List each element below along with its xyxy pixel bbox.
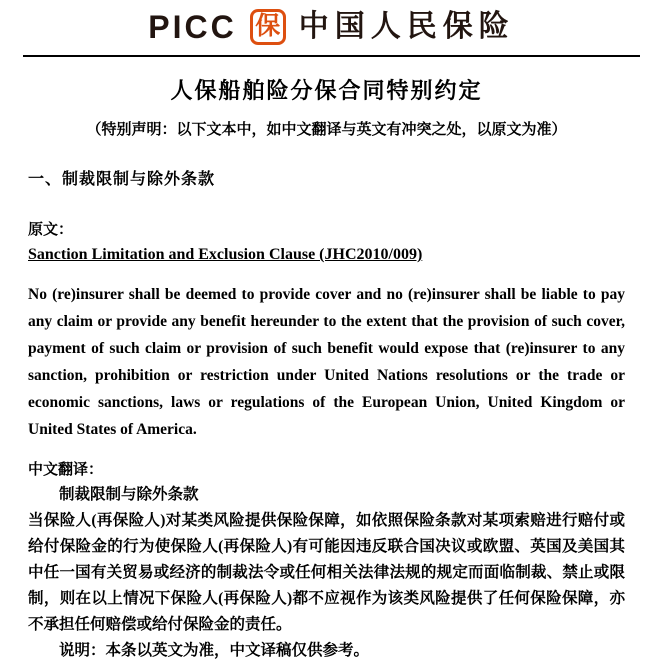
original-text-label: 原文： [28, 222, 74, 238]
section-heading: 一、制裁限制与除外条款 [28, 171, 216, 188]
seal-character: 保 [255, 12, 281, 40]
brand-name: 中国人民保险 [298, 9, 515, 43]
page-title: 人保船舶险分保合同特别约定 [170, 78, 483, 103]
picc-logo-wordmark: PICC [148, 8, 237, 45]
reference-note: 说明：本条以英文为准，中文译稿仅供参考。 [59, 642, 370, 659]
picc-seal-icon [250, 9, 286, 45]
clause-body-chinese: 当保险人(再保险人)对某类风险提供保险保障，如依照保险条款对某项索赔进行赔付或给付保险金的行为使保险人(再保险人)有可能因违反联合国决议或欧盟、英国及美国其中任一国有关贸易或经济的制裁法令或任何相关法律法规的规定而面临制裁、禁止或限制，则在以上情况下保险人(再保险人)都不应视作为该类风险提供了任何保险保障，亦不承担任何赔偿或给付保险金的责任。 [28, 512, 625, 633]
clause-title-chinese: 制裁限制与除外条款 [59, 486, 199, 503]
document-body [28, 166, 625, 664]
special-declaration-subtitle: （特别声明：以下文本中，如中文翻译与英文有冲突之处，以原文为准） [86, 122, 567, 138]
clause-title-english: Sanction Limitation and Exclusion Clause (JHC2010/009) [28, 246, 423, 263]
header [23, 0, 640, 57]
chinese-translation-label: 中文翻译： [28, 462, 104, 478]
clause-body-english: No (re)insurer shall be deemed to provide cover and no (re)insurer shall be liable to pay any claim or provide any benefit hereunder to the extent that the provision of such cover, payment of such claim or provision of such benefit would expose that (re)insurer to any sanction, prohibition or restriction under United Nations resolutions or the trade or economic sanctions, laws or regulations of the European Union, United Kingdom or United States of America. [28, 286, 625, 438]
